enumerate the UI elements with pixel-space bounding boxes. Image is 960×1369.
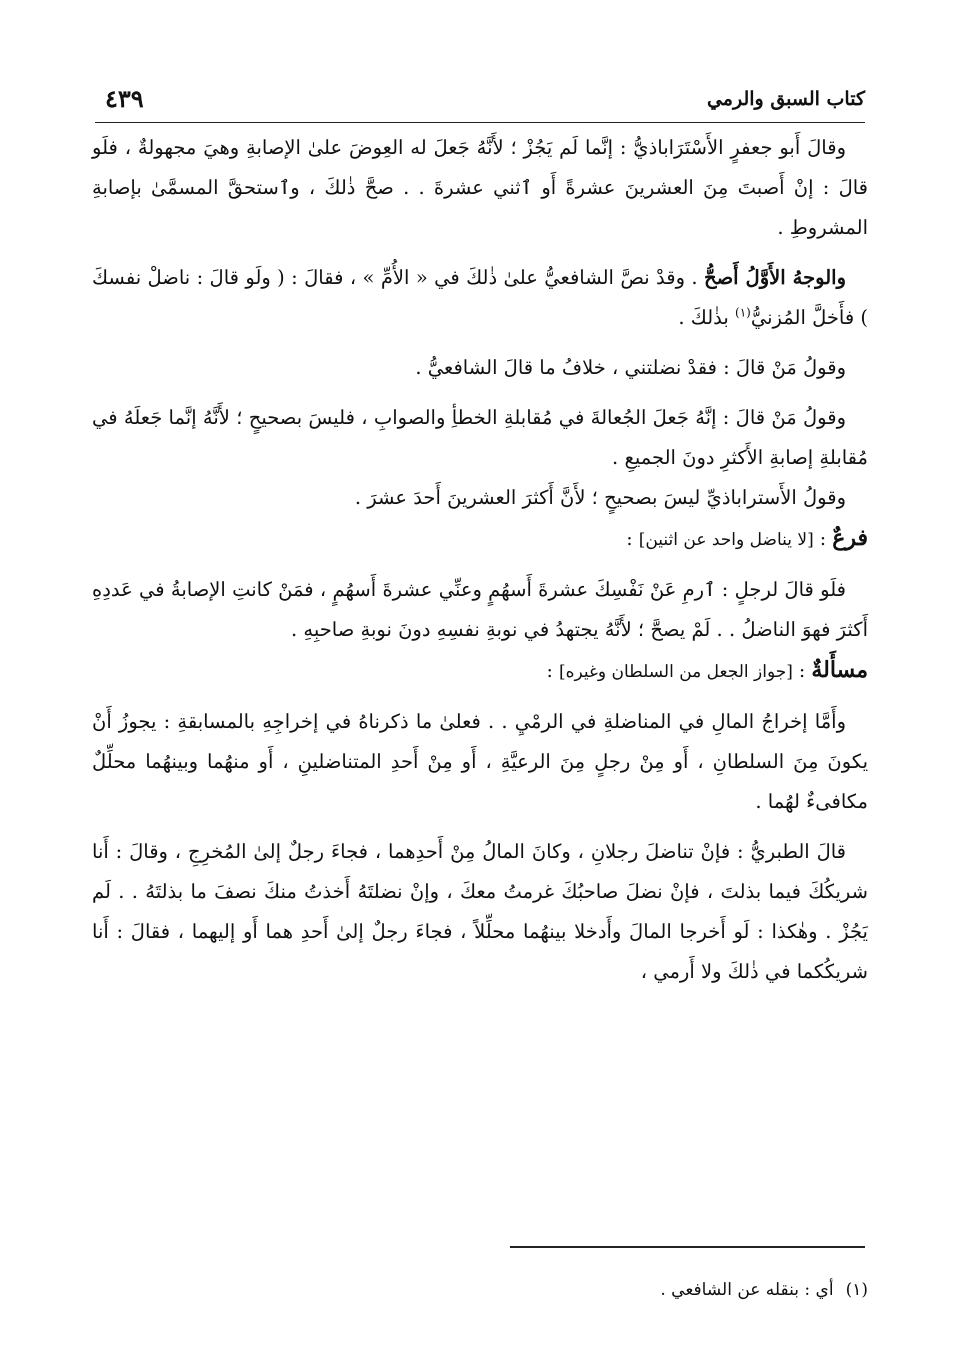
paragraph-text: وأَمَّا إخراجُ المالِ في المناضلةِ في الرمْيِ . . فعلىٰ ما ذكرناهُ في إخراجِهِ بالمسابقةِ : يجوزُ أَنْ يكونَ مِنَ السلطانِ ، أَو مِنْ رجلٍ مِنَ الرعيَّةِ ، أَو مِنْ أَحدِ المتناضلينِ ، أَو منهُما وبينهُما محلِّلٌ مكافىءٌ لهُما . — [92, 710, 868, 813]
paragraph-astarabadhi-opinion — [92, 128, 868, 248]
paragraph-text: فلَو قالَ لرجلٍ : ٱرمِ عَنْ نَفْسِكَ عشرةَ أَسهُمٍ وعنِّي عشرةَ أَسهُمٍ ، فمَنْ كانتِ الإصابةُ في عَددِهِ أَكثرَ فهوَ الناضلُ . . لَمْ يصحَّ ؛ لأَنَّهُ يجتهدُ في نوبةِ نفسِهِ دونَ نوبةِ صاحبِهِ . — [92, 578, 868, 641]
paragraph-text: وقولُ مَنْ قالَ : إنَّهُ جَعلَ الجُعالةَ في مُقابلةِ الخطأِ والصوابِ ، فليسَ بصحيحٍ ؛ لأَنَّهُ إنَّما جَعلَهُ في مُقابلةِ إصابةِ الأَكثرِ دونَ الجميعِ . — [92, 406, 868, 469]
section-heading-branch — [92, 518, 868, 560]
heading-suffix: : — [546, 660, 559, 682]
section-heading-issue — [92, 650, 868, 692]
paragraph-astarabadhi-rebuttal — [92, 478, 868, 518]
paragraph-tabari — [92, 832, 868, 992]
paragraph-first-view — [92, 258, 868, 338]
heading-label: فرعٌ — [832, 525, 868, 551]
page-number: ٤٣٩ — [105, 84, 144, 113]
paragraph-branch — [92, 570, 868, 650]
heading-subtitle: [لا يناضل واحد عن اثنين] — [638, 530, 814, 550]
heading-suffix: : — [626, 528, 639, 550]
paragraph-lead: والوجهُ الأَوَّلُ أَصحُّ — [704, 266, 847, 289]
paragraph-text: . وقدْ نصَّ الشافعيُّ علىٰ ذٰلكَ في « الأُمِّ » ، فقالَ : ( ولَو قالَ : ناضلْ نفسكَ ) فأَخلَّ المُزنيُّ — [92, 266, 868, 329]
header-title: كتاب السبق والرمي — [706, 88, 865, 110]
main-text — [92, 128, 868, 992]
paragraph-nadaltani — [92, 348, 868, 388]
heading-separator: : — [792, 660, 812, 682]
heading-separator: : — [813, 528, 833, 550]
paragraph-text: وقولُ مَنْ قالَ : فقدْ نضلتني ، خلافُ ما قالَ الشافعيُّ . — [415, 356, 846, 379]
paragraph-text: وقالَ أَبو جعفرٍ الأَسْتَرَاباذيُّ : إنَّما لَم يَجُزْ ؛ لأَنَّهُ جَعلَ له العِوضَ علىٰ الإصابةِ وهيَ مجهولةٌ ، فلَو قالَ : إنْ أَصبتَ مِنَ العشرينَ عشرةً أَو ٱثني عشرةَ . . صحَّ ذٰلكَ ، وٱستحقَّ المسمَّىٰ بإصابةِ المشروطِ . — [92, 136, 868, 239]
heading-label: مسأَلةٌ — [811, 657, 868, 683]
footnote — [500, 1276, 868, 1304]
footnote-number: (١) — [845, 1280, 868, 1300]
paragraph-juala — [92, 398, 868, 478]
paragraph-tail: بذٰلكَ . — [678, 306, 735, 329]
footnote-text: أي : بنقله عن الشافعي . — [660, 1280, 834, 1300]
paragraph-text: وقولُ الأَستراباذيِّ ليسَ بصحيحٍ ؛ لأَنَّ أَكثرَ العشرينَ أَحدَ عشرَ . — [354, 486, 846, 509]
header-divider — [95, 122, 865, 123]
paragraph-issue-rule — [92, 702, 868, 822]
running-header — [95, 84, 865, 124]
footnote-reference: (١) — [735, 305, 751, 320]
paragraph-text: قالَ الطبريُّ : فإنْ تناضلَ رجلانِ ، وكانَ المالُ مِنْ أَحدِهما ، فجاءَ رجلٌ إلىٰ المُخرِجِ ، وقالَ : أَنا شريكُكَ فيما بذلتَ ، فإنْ نضلَ صاحبُكَ غرمتُ معكَ ، وإنْ نضلتَهُ أَخذتُ منكَ نصفَ ما بذلتَهُ . . لَم يَجُزْ . وهٰكذا : لَو أَخرجا المالَ وأَدخلا بينهُما محلِّلاً ، فجاءَ رجلٌ إلىٰ أَحدِ هما أَو إليهما ، فقالَ : أَنا شريكُكما في ذٰلكَ ولا أَرمي ، — [92, 840, 868, 983]
footnote-divider — [510, 1246, 865, 1248]
heading-subtitle: [جواز الجعل من السلطان وغيره] — [558, 662, 793, 682]
